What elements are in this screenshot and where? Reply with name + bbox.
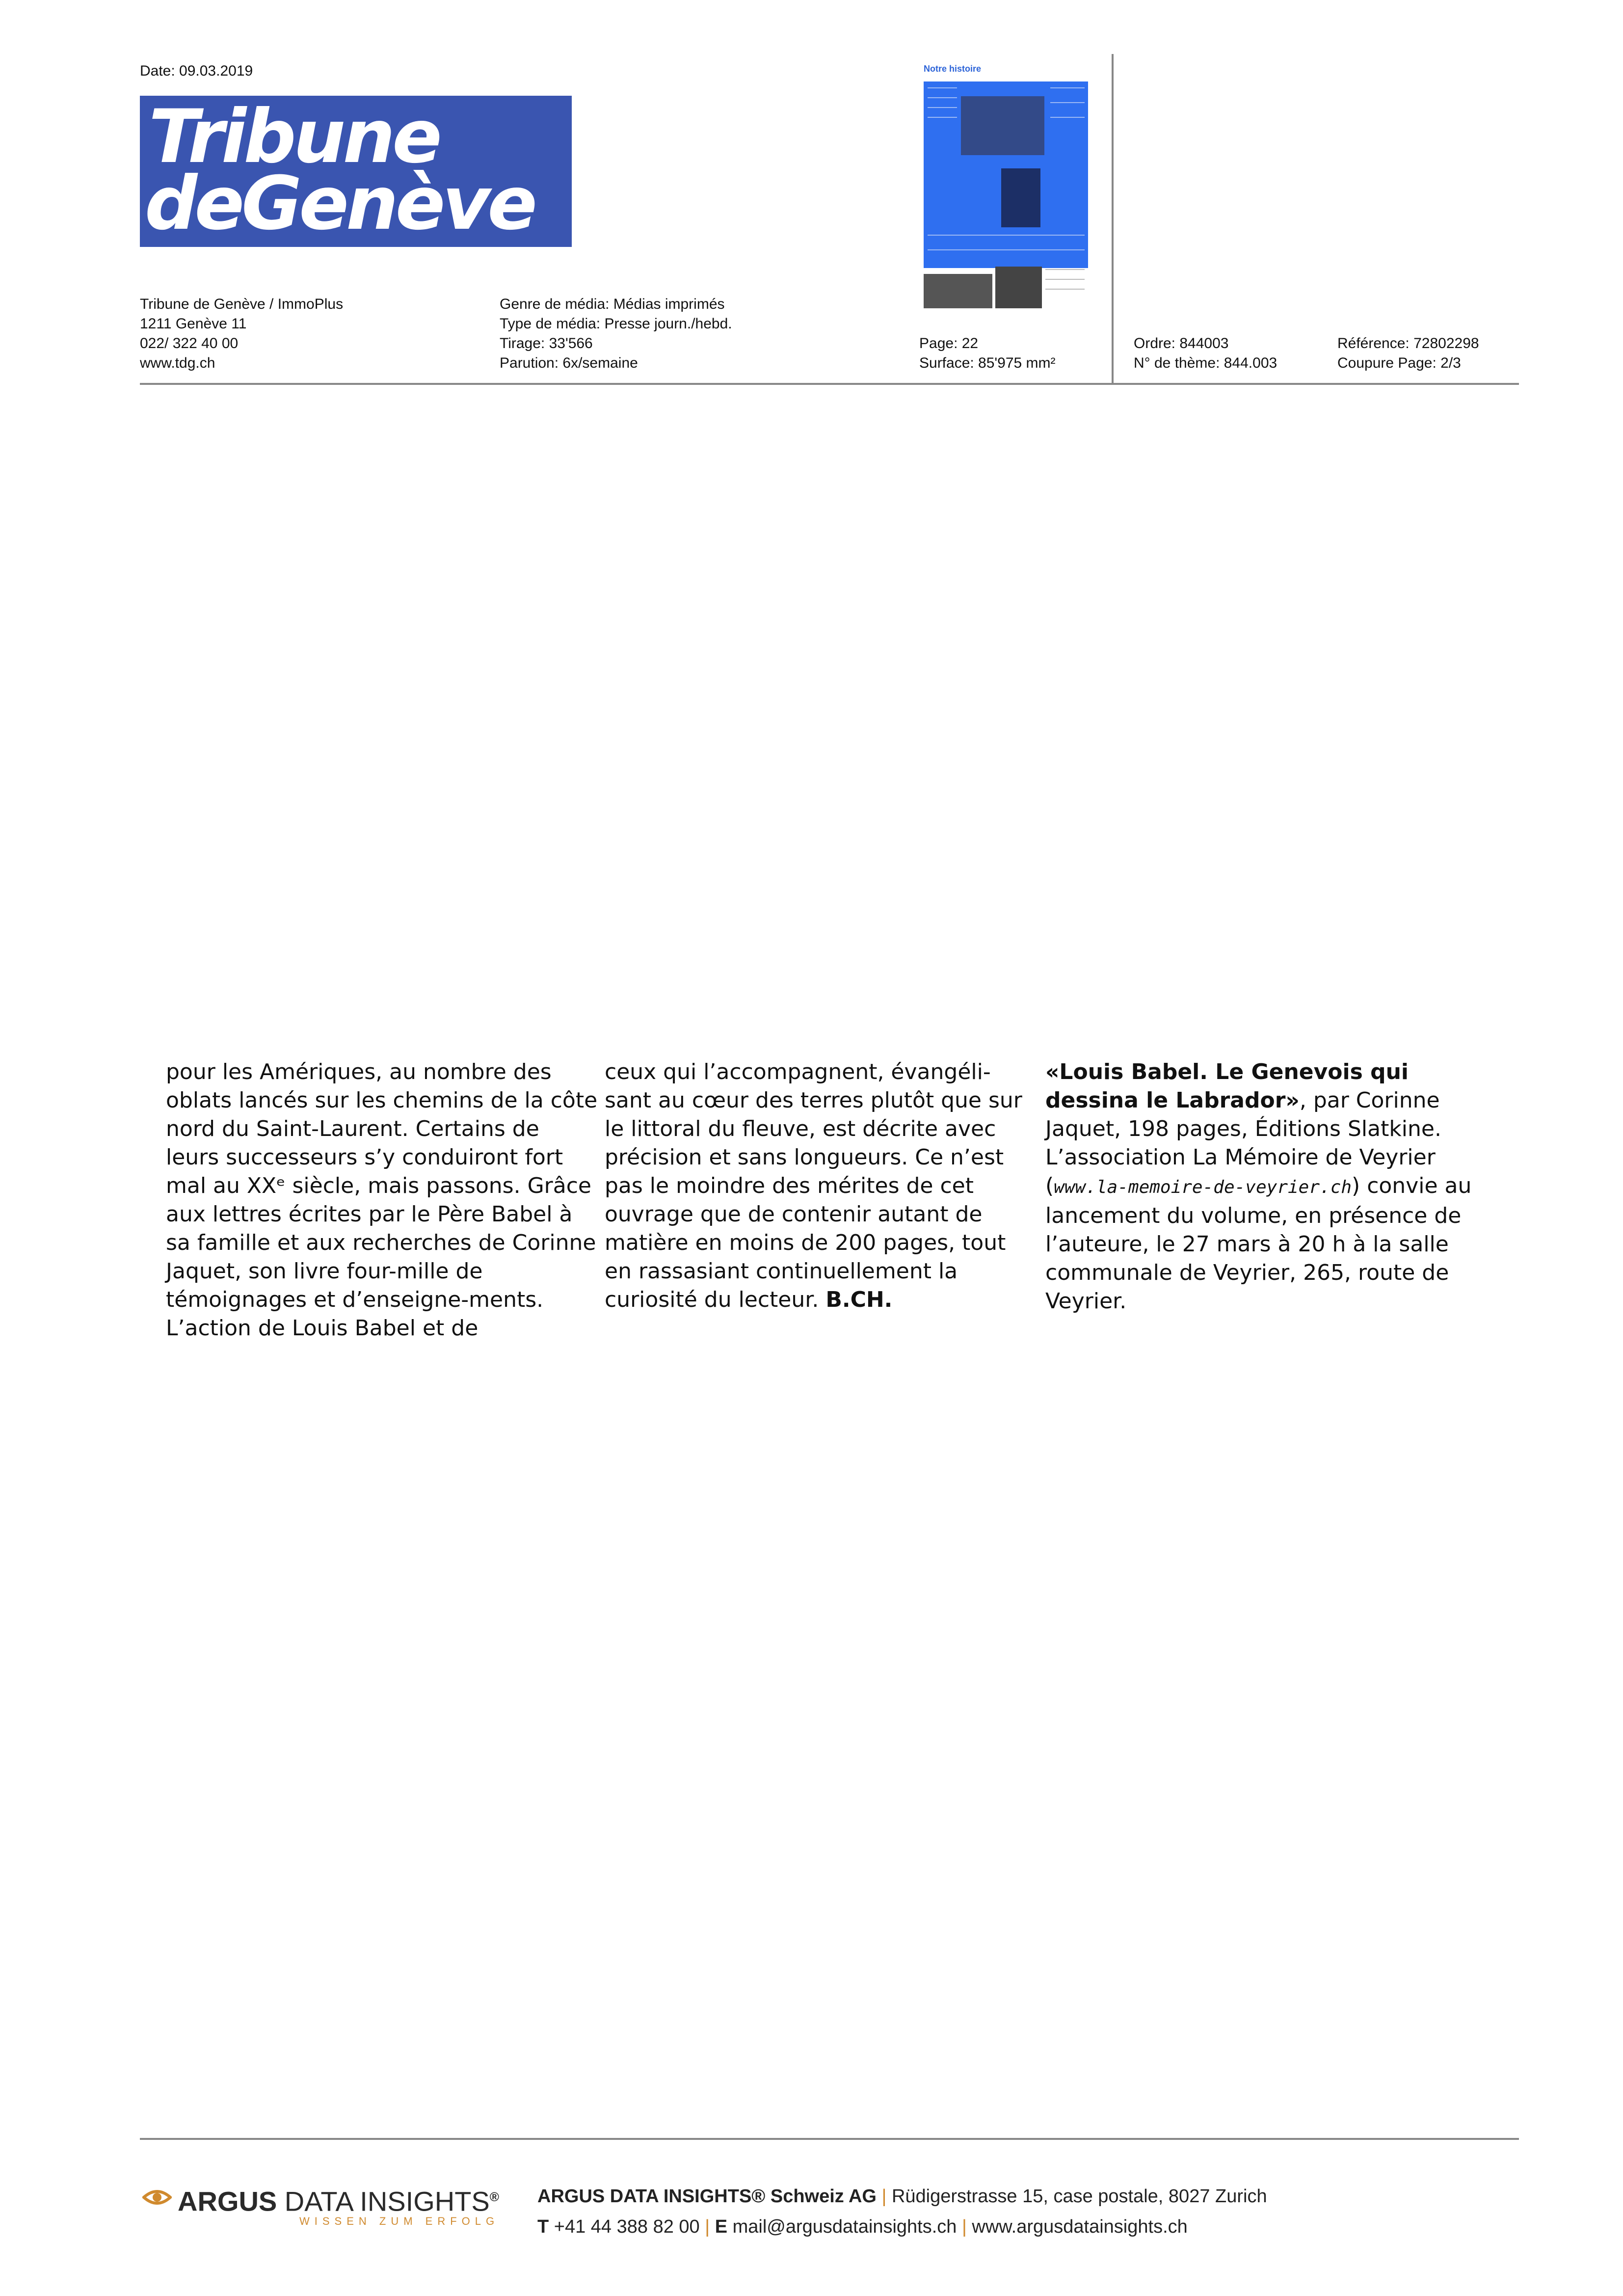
header-divider <box>140 383 1519 385</box>
author-signature: B.CH. <box>825 1287 893 1312</box>
footer-address-line: ARGUS DATA INSIGHTS® Schweiz AG | Rüdigerstrasse 15, case postale, 8027 Zurich <box>537 2186 1267 2207</box>
page-thumbnail <box>923 58 1094 313</box>
column-2-text: ceux qui l’accompagnent, évangéli-sant au cœur des terres plutôt que sur le littoral du fleuve, est décrite avec précision et sans longueurs. Ce n’est pas le moindre des mérites de cet ouvrage que de contenir autant de matière en moins de 200 pages, tout en rassasiant continuellement la curiosité du lecteur. <box>605 1059 1022 1312</box>
thumbnail-heading: Notre histoire <box>924 64 982 74</box>
order-info: Ordre: 844003 N° de thème: 844.003 <box>1134 335 1277 371</box>
article-column-1: pour les Amériques, au nombre des oblats lancés sur les chemins de la côte nord du Saint-Laurent. Certains de leurs successeurs s’y conduiront fort mal au XXᵉ siècle, mais passons. Grâce aux lettres écrites par le Père Babel à sa famille et aux recherches de Corinne Jaquet, son livre four-mille de témoignages et d’enseigne-ments. L’action de Louis Babel et de <box>166 1059 598 1341</box>
phone-number[interactable]: +41 44 388 82 00 <box>554 2216 700 2237</box>
article-column-3: «Louis Babel. Le Genevois qui dessina le Labrador», par Corinne Jaquet, 198 pages, Éditions Slatkine. L’association La Mémoire de Veyrier (www.la-memoire-de-veyrier.ch) convie au lancement du volume, en présence de l’auteure, le 27 mars à 20 h à la salle communale de Veyrier, 265, route de Veyrier. <box>1045 1059 1472 1314</box>
page-info: Page: 22 Surface: 85'975 mm² <box>919 335 1056 371</box>
media-info: Genre de média: Médias imprimés Type de média: Presse journ./hebd. Tirage: 33'566 Parution: 6x/semaine <box>500 296 732 371</box>
footer-contact-line: T +41 44 388 82 00 | E mail@argusdatainsights.ch | www.argusdatainsights.ch <box>537 2216 1188 2237</box>
publisher-info: Tribune de Genève / ImmoPlus 1211 Genève 11 022/ 322 40 00 www.tdg.ch <box>140 296 344 371</box>
argus-tagline: WISSEN ZUM ERFOLG <box>299 2215 500 2227</box>
logo-line-2: deGenève <box>145 161 534 246</box>
association-link[interactable]: www.la-memoire-de-veyrier.ch <box>1054 1177 1352 1197</box>
newspaper-logo <box>140 96 572 247</box>
footer-divider <box>140 2138 1519 2140</box>
logo-line-1: Tribune <box>149 96 439 180</box>
company-name: ARGUS DATA INSIGHTS® Schweiz AG <box>537 2186 877 2207</box>
reference-info: Référence: 72802298 Coupure Page: 2/3 <box>1337 335 1479 371</box>
book-title: «Louis Babel. Le Genevois qui dessina le Labrador» <box>1045 1059 1409 1113</box>
clipping-date: Date: 09.03.2019 <box>140 63 253 79</box>
website-link[interactable]: www.argusdatainsights.ch <box>972 2216 1188 2237</box>
eye-icon <box>142 2183 172 2212</box>
article-column-2 <box>605 1058 1037 1314</box>
email-link[interactable]: mail@argusdatainsights.ch <box>732 2216 957 2237</box>
company-address: Rüdigerstrasse 15, case postale, 8027 Zurich <box>891 2186 1267 2207</box>
header-vertical-divider <box>1112 54 1114 383</box>
